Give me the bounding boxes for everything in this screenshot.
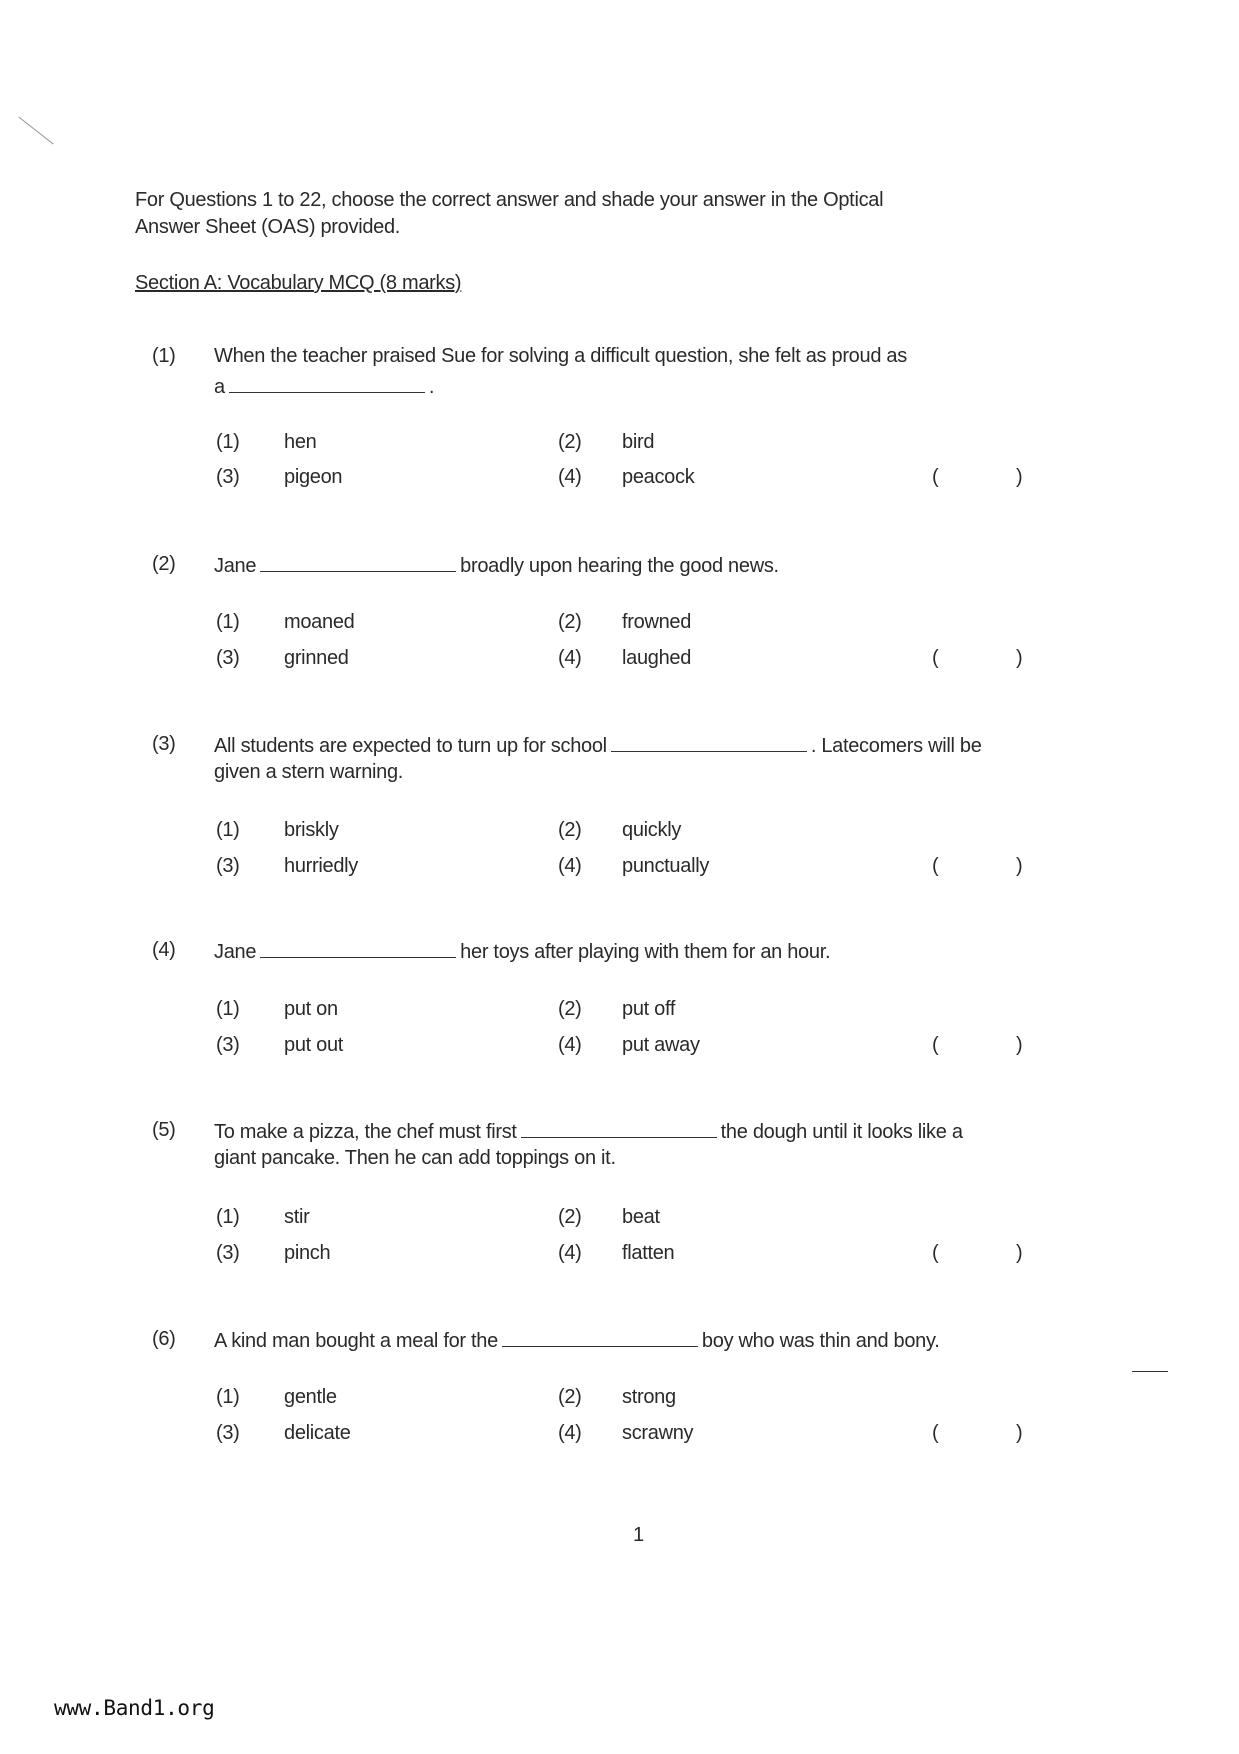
stem-text: A kind man bought a meal for the <box>214 1330 498 1352</box>
option-text[interactable]: gentle <box>284 1386 337 1408</box>
option-number[interactable]: (3) <box>216 647 240 669</box>
stem-text: broadly upon hearing the good news. <box>460 555 779 577</box>
question-stem-line <box>214 345 907 368</box>
option-number[interactable]: (2) <box>558 998 582 1020</box>
instructions-line-2: Answer Sheet (OAS) provided. <box>135 216 401 238</box>
question-number: (3) <box>152 733 176 755</box>
page-number: 1 <box>633 1524 644 1546</box>
stem-text: To make a pizza, the chef must first <box>214 1121 517 1143</box>
answer-bracket-open[interactable]: ( <box>932 647 939 669</box>
stem-text: When the teacher praised Sue for solving a difficult question, she felt as proud as <box>214 345 907 367</box>
option-number[interactable]: (3) <box>216 1422 240 1444</box>
option-text[interactable]: scrawny <box>622 1422 694 1444</box>
option-number[interactable]: (3) <box>216 855 240 877</box>
answer-bracket-close[interactable]: ) <box>1016 1034 1023 1056</box>
option-number[interactable]: (3) <box>216 1034 240 1056</box>
option-text[interactable]: put off <box>622 998 676 1020</box>
option-number[interactable]: (4) <box>558 1422 582 1444</box>
answer-bracket-open[interactable]: ( <box>932 466 939 488</box>
option-text[interactable]: frowned <box>622 611 692 633</box>
answer-bracket-close[interactable]: ) <box>1016 647 1023 669</box>
question-number: (1) <box>152 345 176 367</box>
option-number[interactable]: (4) <box>558 466 582 488</box>
option-number[interactable]: (2) <box>558 611 582 633</box>
question-stem-line <box>214 939 830 964</box>
option-text[interactable]: peacock <box>622 466 695 488</box>
question-stem-line <box>214 1147 616 1170</box>
question-number: (6) <box>152 1328 176 1350</box>
answer-blank <box>260 553 456 572</box>
answer-blank <box>229 374 425 393</box>
answer-bracket-open[interactable]: ( <box>932 1422 939 1444</box>
question-number: (2) <box>152 553 176 575</box>
option-number[interactable]: (1) <box>216 998 240 1020</box>
question-stem-line <box>214 1328 939 1353</box>
option-number[interactable]: (4) <box>558 1242 582 1264</box>
instructions-line-1: For Questions 1 to 22, choose the correct answer and shade your answer in the Optical <box>135 189 884 211</box>
answer-bracket-close[interactable]: ) <box>1016 1242 1023 1264</box>
answer-blank <box>521 1119 717 1138</box>
option-text[interactable]: strong <box>622 1386 676 1408</box>
option-text[interactable]: bird <box>622 431 655 453</box>
option-number[interactable]: (1) <box>216 431 240 453</box>
option-text[interactable]: delicate <box>284 1422 351 1444</box>
question-stem-line <box>214 1119 963 1144</box>
option-text[interactable]: pigeon <box>284 466 343 488</box>
option-number[interactable]: (2) <box>558 431 582 453</box>
question-number: (5) <box>152 1119 176 1141</box>
stem-text: . Latecomers will be <box>810 735 982 757</box>
option-text[interactable]: beat <box>622 1206 660 1228</box>
footer-watermark: www.Band1.org <box>54 1696 215 1720</box>
option-text[interactable]: briskly <box>284 819 339 841</box>
stem-text: the dough until it looks like a <box>720 1121 963 1143</box>
question-number: (4) <box>152 939 176 961</box>
option-number[interactable]: (4) <box>558 1034 582 1056</box>
option-text[interactable]: put on <box>284 998 338 1020</box>
option-text[interactable]: flatten <box>622 1242 675 1264</box>
question-stem-line <box>214 761 403 784</box>
option-text[interactable]: pinch <box>284 1242 331 1264</box>
question-stem-line <box>214 553 779 578</box>
stem-text: All students are expected to turn up for school <box>214 735 607 757</box>
answer-bracket-close[interactable]: ) <box>1016 466 1023 488</box>
question-stem-line <box>214 733 982 758</box>
stem-text: a <box>214 376 225 398</box>
option-number[interactable]: (3) <box>216 1242 240 1264</box>
option-number[interactable]: (1) <box>216 611 240 633</box>
option-text[interactable]: grinned <box>284 647 349 669</box>
option-number[interactable]: (4) <box>558 647 582 669</box>
option-number[interactable]: (1) <box>216 1386 240 1408</box>
option-text[interactable]: punctually <box>622 855 710 877</box>
stem-text: Jane <box>214 555 257 577</box>
answer-bracket-open[interactable]: ( <box>932 855 939 877</box>
stem-text: giant pancake. Then he can add toppings on it. <box>214 1147 616 1169</box>
option-text[interactable]: stir <box>284 1206 310 1228</box>
option-number[interactable]: (1) <box>216 819 240 841</box>
option-number[interactable]: (2) <box>558 1206 582 1228</box>
option-text[interactable]: put out <box>284 1034 344 1056</box>
answer-blank <box>611 733 807 752</box>
option-number[interactable]: (1) <box>216 1206 240 1228</box>
answer-bracket-close[interactable]: ) <box>1016 855 1023 877</box>
stem-text: Jane <box>214 941 257 963</box>
option-number[interactable]: (3) <box>216 466 240 488</box>
stem-text: given a stern warning. <box>214 761 404 783</box>
answer-blank <box>502 1328 698 1347</box>
option-text[interactable]: put away <box>622 1034 700 1056</box>
stem-text: . <box>428 376 435 398</box>
question-stem-line <box>214 374 434 399</box>
answer-bracket-open[interactable]: ( <box>932 1242 939 1264</box>
option-text[interactable]: quickly <box>622 819 682 841</box>
option-number[interactable]: (2) <box>558 1386 582 1408</box>
option-text[interactable]: hurriedly <box>284 855 358 877</box>
option-number[interactable]: (4) <box>558 855 582 877</box>
option-text[interactable]: laughed <box>622 647 692 669</box>
answer-bracket-open[interactable]: ( <box>932 1034 939 1056</box>
stem-text: boy who was thin and bony. <box>701 1330 940 1352</box>
answer-bracket-close[interactable]: ) <box>1016 1422 1023 1444</box>
option-text[interactable]: hen <box>284 431 317 453</box>
option-number[interactable]: (2) <box>558 819 582 841</box>
stem-text: her toys after playing with them for an hour. <box>460 941 831 963</box>
section-title: Section A: Vocabulary MCQ (8 marks) <box>135 272 462 294</box>
answer-blank <box>260 939 456 958</box>
option-text[interactable]: moaned <box>284 611 355 633</box>
